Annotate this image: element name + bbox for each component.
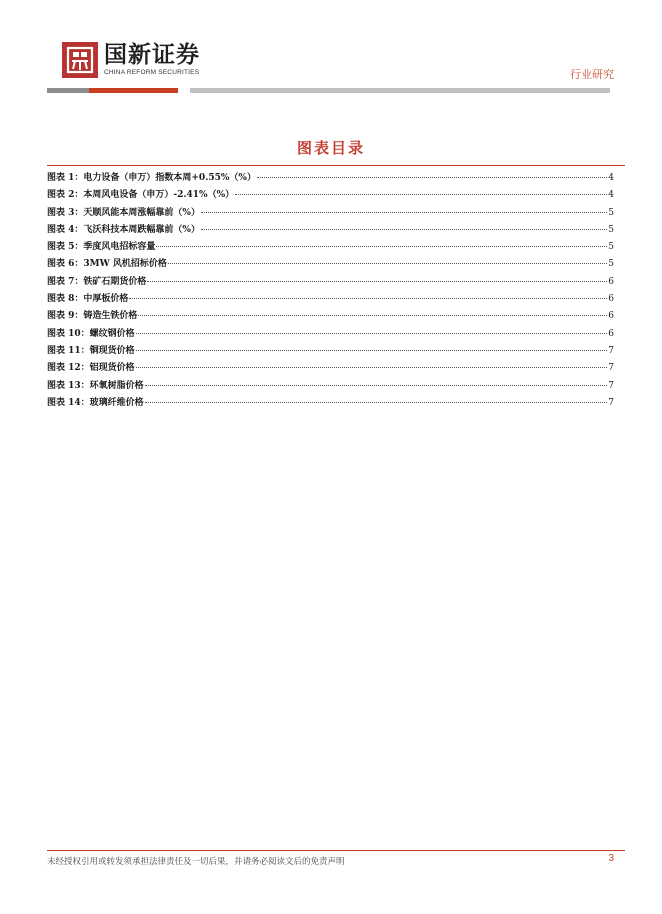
toc-entry-label: 图表 5：季度风电招标容量 bbox=[47, 242, 156, 253]
toc-leader bbox=[136, 367, 608, 368]
toc-entry-label: 图表 3：天顺风能本周涨幅靠前（%） bbox=[47, 207, 200, 218]
toc-title: 图表目录 bbox=[296, 139, 365, 157]
toc-entry-page: 6 bbox=[608, 311, 614, 322]
toc-entry-page: 5 bbox=[608, 242, 614, 253]
report-category: 行业研究 bbox=[570, 68, 614, 81]
page-number: 3 bbox=[608, 853, 614, 864]
toc-entry-page: 5 bbox=[608, 259, 614, 270]
brand-name-en: CHINA REFORM SECURITIES bbox=[104, 69, 200, 76]
toc-leader bbox=[145, 385, 608, 386]
toc-entry-label: 图表 11：铜现货价格 bbox=[47, 345, 135, 356]
toc-entry[interactable] bbox=[47, 256, 614, 273]
toc-entry[interactable] bbox=[47, 326, 614, 343]
toc-entry[interactable] bbox=[47, 170, 614, 187]
toc-entry[interactable] bbox=[47, 291, 614, 308]
toc-entry-label: 图表 8：中厚板价格 bbox=[47, 294, 129, 305]
toc-leader bbox=[136, 350, 608, 351]
toc-list bbox=[47, 170, 614, 412]
toc-leader bbox=[168, 263, 607, 264]
toc-entry[interactable] bbox=[47, 360, 614, 377]
toc-entry-page: 7 bbox=[608, 397, 614, 408]
toc-entry-label: 图表 9：铸造生铁价格 bbox=[47, 311, 138, 322]
toc-entry-page: 7 bbox=[608, 363, 614, 374]
toc-entry[interactable] bbox=[47, 187, 614, 204]
toc-leader bbox=[136, 333, 608, 334]
toc-entry-page: 4 bbox=[608, 173, 614, 183]
toc-entry[interactable] bbox=[47, 205, 614, 222]
toc-leader bbox=[129, 298, 607, 299]
toc-leader bbox=[235, 194, 607, 195]
toc-rule bbox=[47, 165, 625, 166]
header-divider-accent bbox=[89, 88, 178, 93]
toc-entry-label: 图表 10：螺纹钢价格 bbox=[47, 328, 135, 339]
toc-entry[interactable] bbox=[47, 395, 614, 412]
toc-entry-page: 6 bbox=[608, 276, 614, 287]
toc-entry[interactable] bbox=[47, 308, 614, 325]
disclaimer-note: 未经授权引用或转发须承担法律责任及一切后果，并请务必阅读文后的免责声明 bbox=[47, 857, 345, 867]
toc-entry-label: 图表 4：飞沃科技本周跌幅靠前（%） bbox=[47, 224, 200, 235]
header-divider-left bbox=[47, 88, 89, 93]
toc-leader bbox=[138, 315, 607, 316]
toc-entry-page: 4 bbox=[608, 190, 614, 201]
toc-entry-label: 图表 7：铁矿石期货价格 bbox=[47, 276, 147, 287]
toc-entry-page: 7 bbox=[608, 345, 614, 356]
toc-entry[interactable] bbox=[47, 378, 614, 395]
toc-entry-page: 5 bbox=[608, 207, 614, 218]
toc-leader bbox=[145, 402, 608, 403]
toc-entry-label: 图表 14：玻璃纤维价格 bbox=[47, 397, 144, 408]
brand-name-cn: 国新证券 bbox=[104, 42, 200, 68]
toc-leader bbox=[156, 246, 607, 247]
toc-leader bbox=[257, 177, 607, 178]
footer-rule bbox=[47, 850, 625, 851]
toc-entry-label: 图表 12：铝现货价格 bbox=[47, 363, 135, 374]
logo-mark-icon bbox=[62, 42, 98, 78]
header-divider-right bbox=[190, 88, 610, 93]
company-logo bbox=[62, 42, 200, 78]
toc-entry-page: 6 bbox=[608, 328, 614, 339]
toc-entry-page: 5 bbox=[608, 224, 614, 235]
toc-entry-label: 图表 1：电力设备（申万）指数本周+0.55%（%） bbox=[47, 173, 256, 183]
toc-entry-label: 图表 6：3MW 风机招标价格 bbox=[47, 259, 167, 270]
toc-entry[interactable] bbox=[47, 239, 614, 256]
toc-entry[interactable] bbox=[47, 343, 614, 360]
toc-entry-page: 6 bbox=[608, 294, 614, 305]
toc-leader bbox=[147, 281, 607, 282]
toc-entry[interactable] bbox=[47, 274, 614, 291]
toc-entry-label: 图表 2：本周风电设备（申万）-2.41%（%） bbox=[47, 190, 235, 201]
toc-leader bbox=[201, 212, 607, 213]
toc-entry-page: 7 bbox=[608, 380, 614, 391]
toc-leader bbox=[201, 229, 607, 230]
toc-entry[interactable] bbox=[47, 222, 614, 239]
toc-entry-label: 图表 13：环氧树脂价格 bbox=[47, 380, 144, 391]
